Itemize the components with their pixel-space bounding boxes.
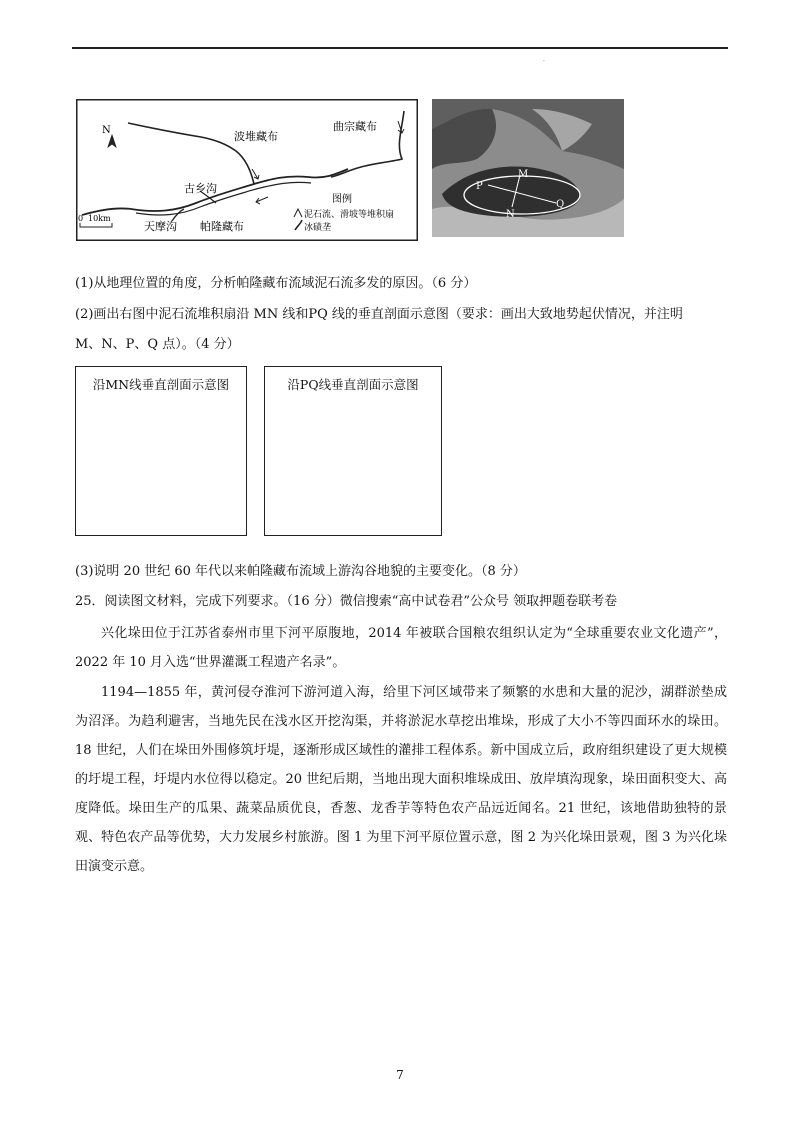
question-3: (3)说明 20 世纪 60 年代以来帕隆藏布流域上游沟谷地貌的主要变化。（8 分） bbox=[75, 564, 526, 579]
label-bodui: 波堆藏布 bbox=[234, 130, 278, 143]
label-palong: 帕隆藏布 bbox=[200, 220, 244, 233]
question-25: 25．阅读图文材料，完成下列要求。（16 分）微信搜索“高中试卷君”公众号 领取押题卷联考卷 bbox=[75, 594, 618, 609]
point-n: N bbox=[506, 209, 515, 220]
debris-fan-photo bbox=[432, 99, 624, 237]
scale-zero: 0 bbox=[78, 214, 84, 223]
passage-paragraph-1: 兴化垛田位于江苏省泰州市里下河平原腹地，2014 年被联合国粮农组织认定为“全球重要农业文化遗产”，2022 年 10 月入选“世界灌溉工程遗产名录”。 bbox=[75, 626, 727, 670]
label-quzong: 曲宗藏布 bbox=[333, 120, 377, 133]
mn-profile-answer-box[interactable] bbox=[75, 366, 247, 536]
label-guxiang: 古乡沟 bbox=[184, 182, 217, 195]
point-q: Q bbox=[556, 199, 565, 210]
header-dot: · bbox=[543, 58, 545, 65]
passage-paragraph-2: 1194—1855 年，黄河侵夺淮河下游河道入海，给里下河区域带来了频繁的水患和大量的泥沙，湖群淤垫成为沼泽。为趋利避害，当地先民在浅水区开挖沟渠，并将淤泥水草挖出堆垛，形成了大小不等四面环水的垛田。18 世纪，人们在垛田外围修筑圩堤，逐渐形成区域性的灌排工程体系。新中国成立后，政府组织建设了更大规模的圩堤工程，圩堤内水位得以稳定。20 世纪后期，当地出现大面积堆垛成田、放岸填沟现象，垛田面积变大、高度降低。垛田生产的瓜果、蔬菜品质优良，香葱、龙香芋等特色农产品远近闻名。21 世纪，该地借助独特的景观、特色农产品等优势，大力发展乡村旅游。图 1 为里下河平原位置示意，图 2 为兴化垛田景观，图 3 为兴化垛田演变示意。 bbox=[75, 685, 727, 874]
legend-moraine: 冰碛垄 bbox=[304, 223, 332, 233]
scale-distance: 10km bbox=[88, 214, 111, 223]
header-rule bbox=[72, 47, 728, 49]
question-2-line2: M、N、P、Q 点）。（4 分） bbox=[75, 337, 240, 352]
page-number: 7 bbox=[396, 1068, 404, 1082]
legend-fan: 泥石流、滑坡等堆积扇 bbox=[304, 210, 395, 220]
river-map bbox=[76, 99, 418, 241]
legend-title: 图例 bbox=[332, 194, 352, 205]
pq-profile-title: 沿PQ线垂直剖面示意图 bbox=[287, 377, 419, 392]
question-2-line1: (2)画出右图中泥石流堆积扇沿 MN 线和PQ 线的垂直剖面示意图（要求：画出大致地势起伏情况，并注明 bbox=[75, 307, 683, 322]
north-label: N bbox=[102, 125, 111, 136]
mn-profile-title: 沿MN线垂直剖面示意图 bbox=[92, 377, 230, 392]
question-1: (1)从地理位置的角度，分析帕隆藏布流域泥石流多发的原因。（6 分） bbox=[75, 276, 477, 291]
label-tianmo: 天摩沟 bbox=[144, 220, 177, 233]
point-m: M bbox=[518, 169, 529, 180]
pq-profile-answer-box[interactable] bbox=[264, 366, 442, 536]
point-p: P bbox=[476, 181, 483, 192]
